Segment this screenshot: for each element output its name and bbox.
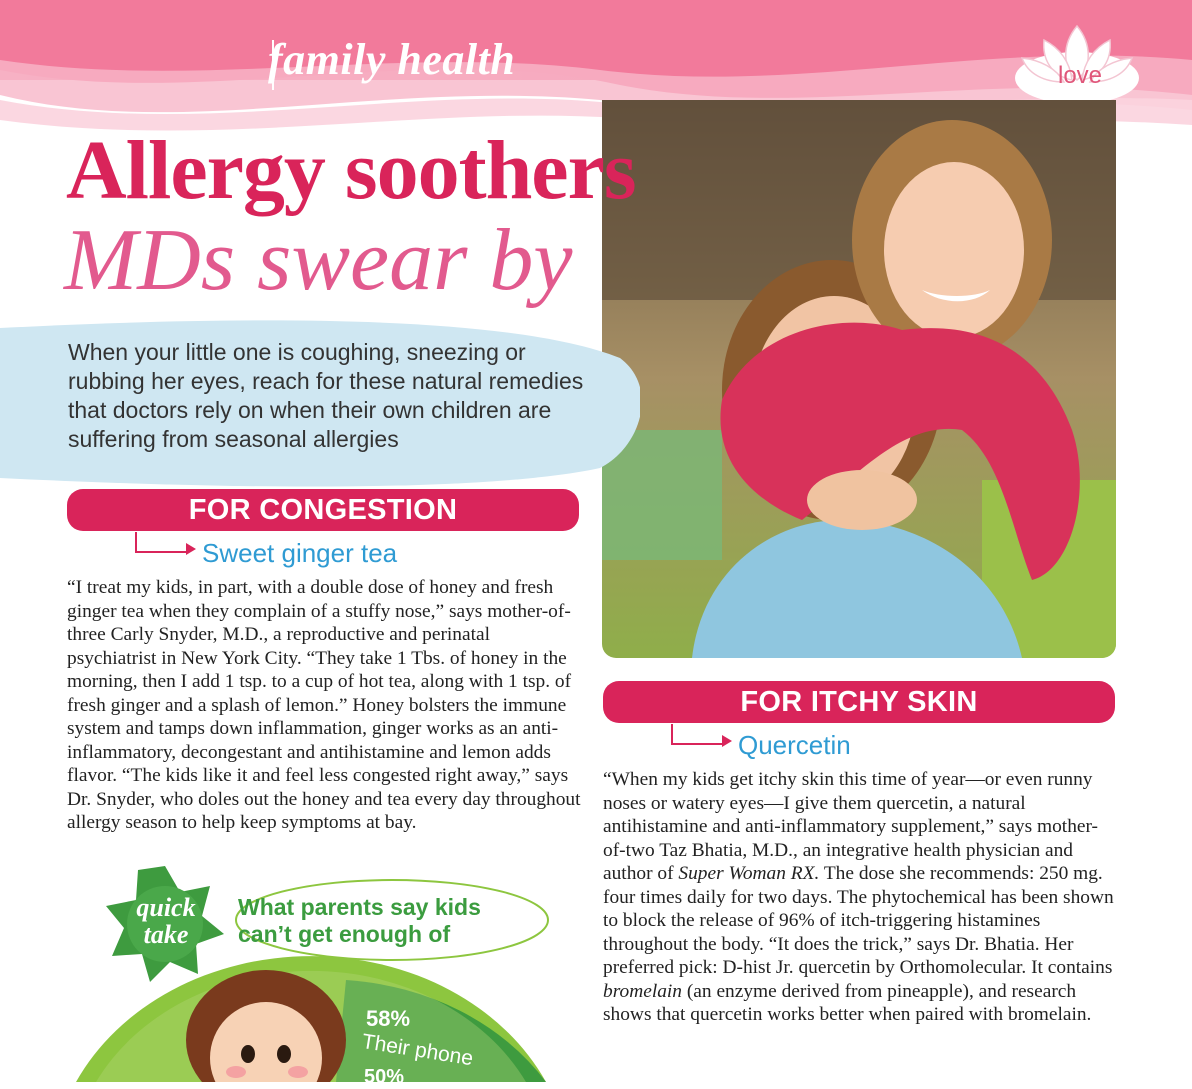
congestion-heading: FOR CONGESTION — [67, 489, 579, 531]
itchy-skin-heading: FOR ITCHY SKIN — [603, 681, 1115, 723]
mother-daughter-photo — [602, 100, 1116, 658]
quick-take-badge-text: quick take — [136, 893, 196, 949]
headline-line-2: MDs swear by — [64, 212, 573, 309]
itchy-skin-remedy: Quercetin — [738, 730, 851, 760]
headline-line-1: Allergy soothers — [66, 124, 636, 217]
arrow-right-icon — [668, 722, 738, 748]
intro-paragraph: When your little one is coughing, sneezing or rubbing her eyes, reach for these natural remedies that doctors rely on when their own children are suffering from seasonal allergies — [68, 339, 584, 452]
arrow-right-icon — [132, 530, 202, 556]
stat2-percent: 50% — [364, 1066, 405, 1088]
stat-label: Their phone — [360, 1030, 475, 1071]
stat-percent: 58% — [366, 1006, 411, 1031]
term-bromelain: bromelain — [603, 980, 682, 1002]
congestion-remedy: Sweet ginger tea — [202, 538, 398, 568]
itchy-skin-body: “When my kids get itchy skin this time of year—or even runny noses or watery eyes—I give them quercetin, a natural antihistamine and anti-inflammatory supplement,” says mother-of-two Taz Bhatia, M.D., an integrative health physician and author of Super Woman RX. The dose she recommends: 250 mg. four times daily for two days. The phytochemical has been shown to block the release of 96% of itch-triggering histamines throughout the body. “It does the trick,” says Dr. Bhatia. Her preferred pick: D-hist Jr. quercetin by Orthomolecular. It contains bromelain (an enzyme derived from pineapple), and research shows that quercetin works better when paired with bromelain. — [603, 769, 1114, 1025]
book-title: Super Woman RX. — [678, 863, 820, 884]
quick-take-title: What parents say kids can’t get enough of — [238, 894, 481, 947]
section-label: family health — [268, 35, 516, 84]
section-tag: love — [1057, 62, 1103, 89]
congestion-body: “I treat my kids, in part, with a double dose of honey and fresh ginger tea when they complain of a stuffy nose,” says mother-of-three Carly Snyder, M.D., a reproductive and perinatal psychiatrist in New York City. “They take 1 Tbs. of honey in the morning, then I add 1 tsp. to a cup of hot tea, along with 1 tsp. of fresh ginger and a splash of lemon.” Honey bolsters the immune system and tamps down inflammation, ginger works as an anti-inflammatory, decongestant and antihistamine and lemon adds flavor. “The kids like it and feel less congested right away,” says Dr. Snyder, who doles out the honey and tea every day throughout allergy season to help keep symptoms at bay. — [67, 577, 581, 833]
